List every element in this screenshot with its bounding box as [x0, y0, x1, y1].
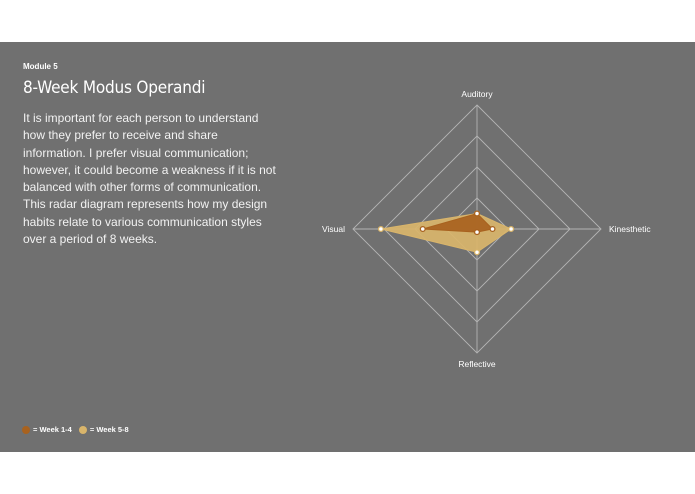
description-text: It is important for each person to understand how they prefer to receive and share information. I prefer visual communication; however, it could become a weakness if it is not balanced with other forms of communication. This radar diagram represents how my design habits relate to various communication styles over a period of 8 weeks. [23, 111, 276, 247]
data-point-week-5-8-kinesthetic [509, 227, 514, 232]
legend-item-week-1-4 [22, 425, 72, 434]
legend [22, 425, 136, 434]
legend-label-week-5-8: = Week 5-8 [89, 425, 129, 434]
page-title: 8-Week Modus Operandi [23, 78, 206, 98]
axis-label-visual: Visual [322, 224, 345, 234]
module-label: Module 5 [23, 62, 58, 71]
data-point-week-5-8-reflective [475, 250, 480, 255]
data-point-week-1-4-kinesthetic [490, 227, 495, 232]
legend-swatch-week-1-4 [22, 426, 30, 434]
axis-label-auditory: Auditory [461, 89, 493, 99]
data-point-week-1-4-auditory [475, 211, 480, 216]
data-point-week-1-4-visual [420, 227, 425, 232]
axis-label-kinesthetic: Kinesthetic [609, 224, 651, 234]
radar-series [379, 211, 514, 255]
data-point-week-5-8-visual [379, 227, 384, 232]
axis-label-reflective: Reflective [458, 359, 496, 369]
series-area-week-5-8 [381, 214, 511, 253]
radar-chart [300, 84, 680, 424]
slide [0, 42, 695, 452]
legend-label-week-1-4: = Week 1-4 [33, 425, 72, 434]
legend-item-week-5-8 [79, 425, 129, 434]
data-point-week-1-4-reflective [475, 230, 480, 235]
legend-swatch-week-5-8 [79, 426, 87, 434]
